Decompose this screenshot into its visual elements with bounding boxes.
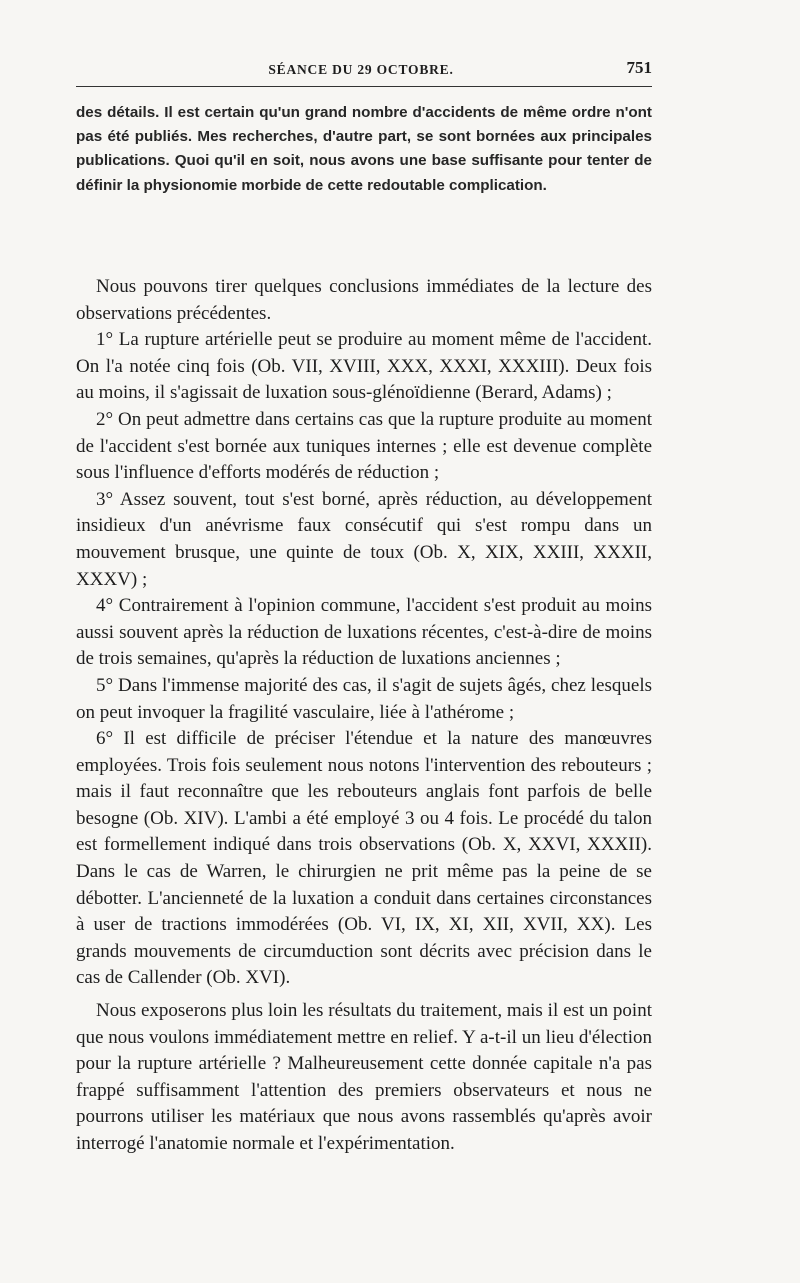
header-rule xyxy=(76,86,652,87)
paragraph-item-4: 4° Contrairement à l'opinion commune, l'accident s'est produit au moins aussi souvent après la réduction de luxations récentes, c'est-à-dire de moins de trois semaines, qu'après la réduction de luxations anciennes ; xyxy=(76,595,652,670)
paragraph-item-3: 3° Assez souvent, tout s'est borné, après réduction, au développement insidieux d'un anévrisme faux consécutif qui s'est rompu dans un mouvement brusque, une quinte de toux (Ob. X, XIX, XXIII, XXXII, XXXV) ; xyxy=(76,488,652,590)
page-header xyxy=(76,40,652,80)
paragraph-item-1: 1° La rupture artérielle peut se produire au moment même de l'accident. On l'a notée cinq fois (Ob. VII, XVIII, XXX, XXXI, XXXIII). Deux fois au moins, il s'agissait de luxation sous-glénoïdienne (Berard, Adams) ; xyxy=(76,329,652,404)
page-content xyxy=(76,40,652,1154)
paragraph-item-6: 6° Il est difficile de préciser l'étendue et la nature des manœuvres employées. Trois fois seulement nous notons l'intervention des rebouteurs ; mais il faut reconnaître que les rebouteurs anglais font parfois de belle besogne (Ob. XIV). L'ambi a été employé 3 ou 4 fois. Le procédé du talon est formellement indiqué dans trois observations (Ob. X, XXVI, XXXII). Dans le cas de Warren, le chirurgien ne prit même pas la peine de se débotter. L'ancienneté de la luxation a conduit dans certaines circonstances à user de tractions immodérées (Ob. VI, IX, XI, XII, XVII, XX). Les grands mouvements de circumduction sont décrits avec précision dans le cas de Callender (Ob. XVI). xyxy=(76,728,652,989)
paragraph-closing: Nous exposerons plus loin les résultats du traitement, mais il est un point que nous voulons immédiatement mettre en relief. Y a-t-il un lieu d'élection pour la rupture artérielle ? Malheureusement cette donnée capitale n'a pas frappé suffisamment l'attention des premiers observateurs et nous ne pourrons utiliser les matériaux que nous avons rassemblés qu'après avoir interrogé l'anatomie normale et l'expérimentation. xyxy=(76,1000,652,1154)
page-number: 751 xyxy=(626,58,652,77)
paragraph-conclusions: Nous pouvons tirer quelques conclusions immédiates de la lecture des observations précédentes. xyxy=(76,276,652,324)
paragraph-item-5: 5° Dans l'immense majorité des cas, il s'agit de sujets âgés, chez lesquels on peut invoquer la fragilité vasculaire, liée à l'athérome ; xyxy=(76,674,652,723)
intro-paragraph: des détails. Il est certain qu'un grand nombre d'accidents de même ordre n'ont pas été publiés. Mes recherches, d'autre part, se sont bornées aux principales publications. Quoi qu'il en soit, nous avons une base suffisante pour tenter de définir la physionomie morbide de cette redoutable complication. xyxy=(76,104,652,194)
body-text xyxy=(76,274,652,1158)
paragraph-item-2: 2° On peut admettre dans certains cas que la rupture produite au moment de l'accident s'est bornée aux tuniques internes ; elle est devenue complète sous l'influence d'efforts modérés de réduction ; xyxy=(76,408,652,484)
running-title: SÉANCE DU 29 OCTOBRE. xyxy=(268,62,454,77)
